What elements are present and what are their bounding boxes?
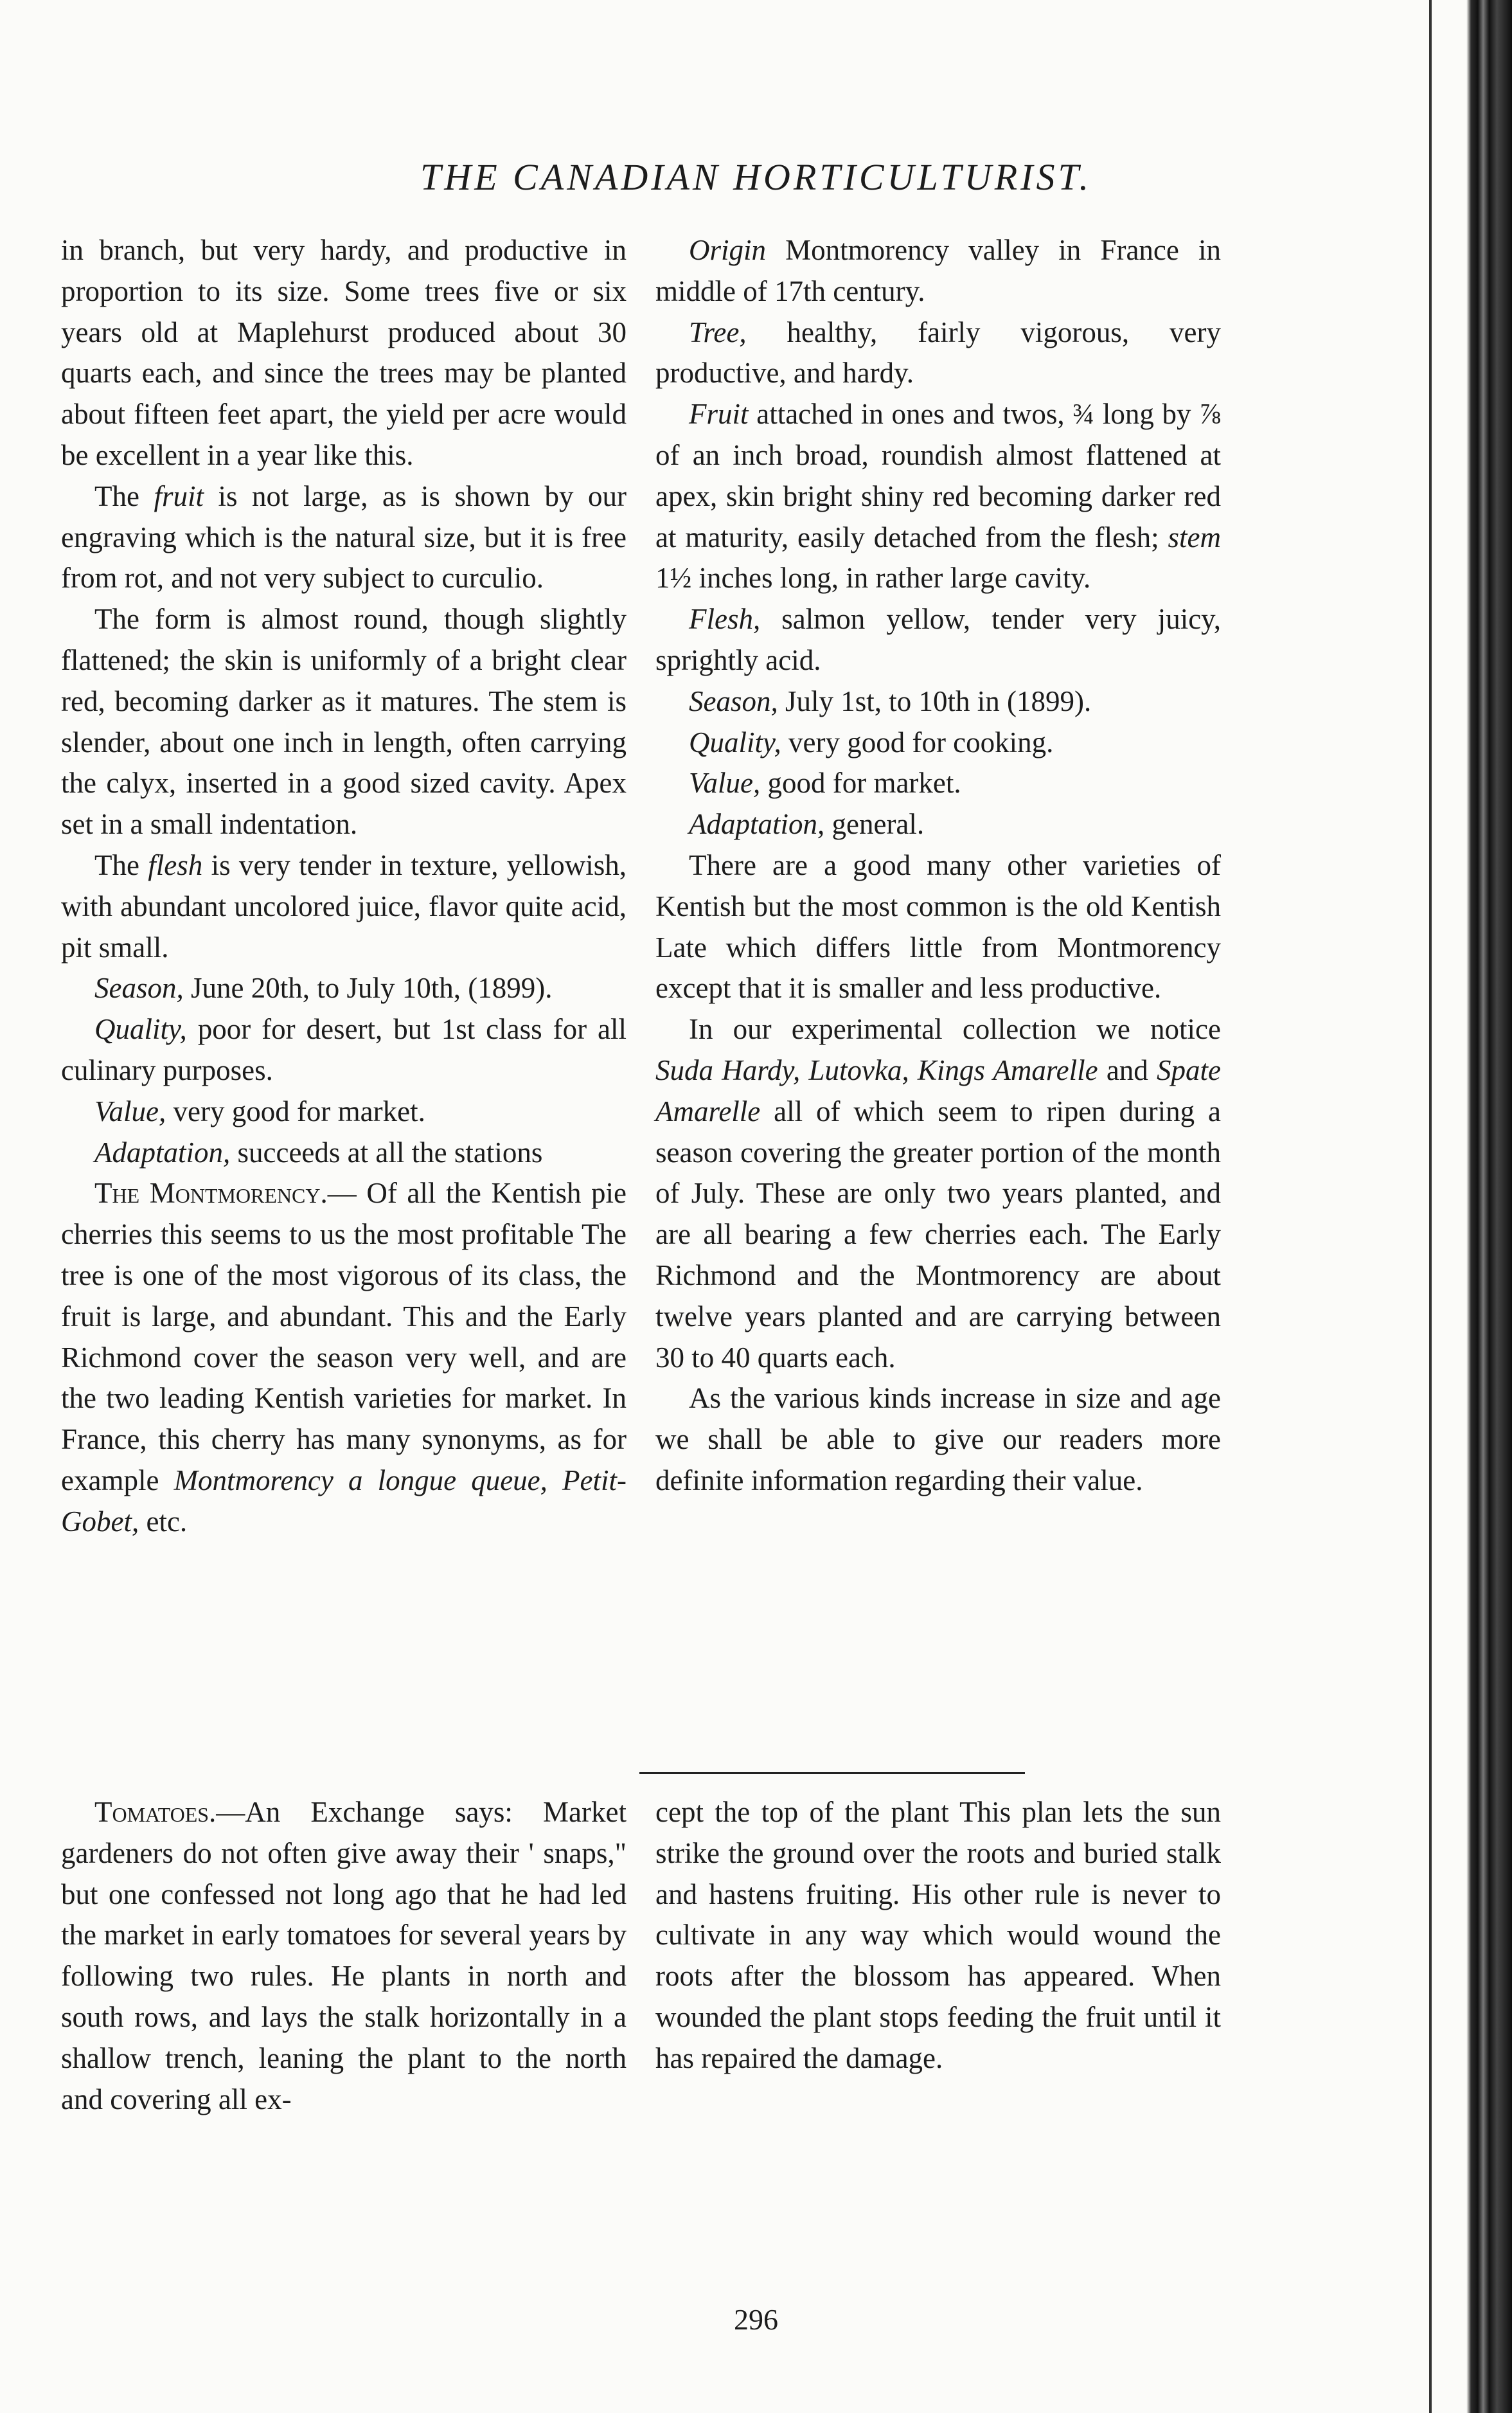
paragraph: There are a good many other varieties of Kentish but the most common is the old Kentish Late which differs little from Montmorency except that it is smaller and less productive.	[655, 848, 1221, 1005]
left-column-top	[61, 230, 627, 1543]
paragraph: Origin Montmorency valley in France in middle of 17th century.	[655, 234, 1221, 307]
paragraph: Adaptation, succeeds at all the stations	[94, 1136, 543, 1169]
paragraph: Fruit attached in ones and twos, ¾ long by ⅞ of an inch broad, roundish almost flattened at apex, skin bright shiny red becoming darker red at maturity, easily detached from the flesh; stem 1½ inches long, in rather large cavity.	[655, 398, 1221, 595]
paragraph: The fruit is not large, as is shown by our engraving which is the natural size, but it is free from rot, and not very subject to curculio.	[61, 480, 627, 595]
page-title: THE CANADIAN HORTICULTURIST.	[420, 156, 1092, 198]
paragraph: Value, good for market.	[689, 767, 961, 800]
right-column-bottom	[655, 1792, 1221, 2079]
paragraph: Season, June 20th, to July 10th, (1899).	[94, 972, 553, 1005]
paragraph: Flesh, salmon yellow, tender very juicy, sprightly acid.	[655, 603, 1221, 676]
scan-edge-strip	[1436, 0, 1512, 2413]
paragraph: The form is almost round, though slightly flattened; the skin is uniformly of a bright clear red, becoming darker as it matures. The stem is slender, about one inch in length, often carrying the calyx, inserted in a good sized cavity. Apex set in a small indentation.	[61, 603, 627, 841]
paragraph: Tomatoes.—An Exchange says: Market gardeners do not often give away their ' snaps," but one confessed not long ago that he had led the market in early tomatoes for several years by following two rules. He plants in north and south rows, and lays the stalk horizontally in a shallow trench, leaning the plant to the north and covering all ex-	[61, 1796, 627, 2115]
paragraph: Quality, poor for desert, but 1st class for all culinary purposes.	[61, 1013, 627, 1086]
paragraph: Tree, healthy, fairly vigorous, very productive, and hardy.	[655, 316, 1221, 390]
binding-edge-line	[1429, 0, 1432, 2413]
paragraph: Value, very good for market.	[94, 1095, 425, 1127]
paragraph: The flesh is very tender in texture, yellowish, with abundant uncolored juice, flavor quite acid, pit small.	[61, 848, 627, 964]
paragraph: In our experimental collection we notice Suda Hardy, Lutovka, Kings Amarelle and Spate Amarelle all of which seem to ripen during a season covering the greater portion of the month of July. These are only two years planted, and are all bearing a few cherries each. The Early Richmond and the Montmorency are about twelve years planted and are carrying between 30 to 40 quarts each.	[655, 1013, 1221, 1374]
paragraph: Quality, very good for cooking.	[689, 726, 1054, 758]
paragraph: The Montmorency.— Of all the Kentish pie cherries this seems to us the most profitable The tree is one of the most vigorous of its class, the fruit is large, and abundant. This and the Early Richmond cover the season very well, and are the two leading Kentish varieties for market. In France, this cherry has many synonyms, as for example Montmorency a longue queue, Petit-Gobet, etc.	[61, 1177, 627, 1538]
paragraph: As the various kinds increase in size and age we shall be able to give our readers more definite information regarding their value.	[655, 1382, 1221, 1496]
paragraph: Adaptation, general.	[689, 808, 925, 841]
right-column-top	[655, 230, 1221, 1502]
paragraph: in branch, but very hardy, and productive in proportion to its size. Some trees five or six years old at Maplehurst produced about 30 quarts each, and since the trees may be planted about fifteen feet apart, the yield per acre would be excellent in a year like this.	[61, 234, 627, 471]
paragraph: Season, July 1st, to 10th in (1899).	[689, 685, 1092, 717]
paragraph: cept the top of the plant This plan lets the sun strike the ground over the roots and buried stalk and hastens fruiting. His other rule is never to cultivate in any way which would wound the roots after the blossom has appeared. When wounded the plant stops feeding the fruit until it has repaired the damage.	[655, 1796, 1221, 2074]
page-number: 296	[734, 2303, 778, 2336]
section-divider	[639, 1772, 1025, 1774]
left-column-bottom	[61, 1792, 627, 2120]
